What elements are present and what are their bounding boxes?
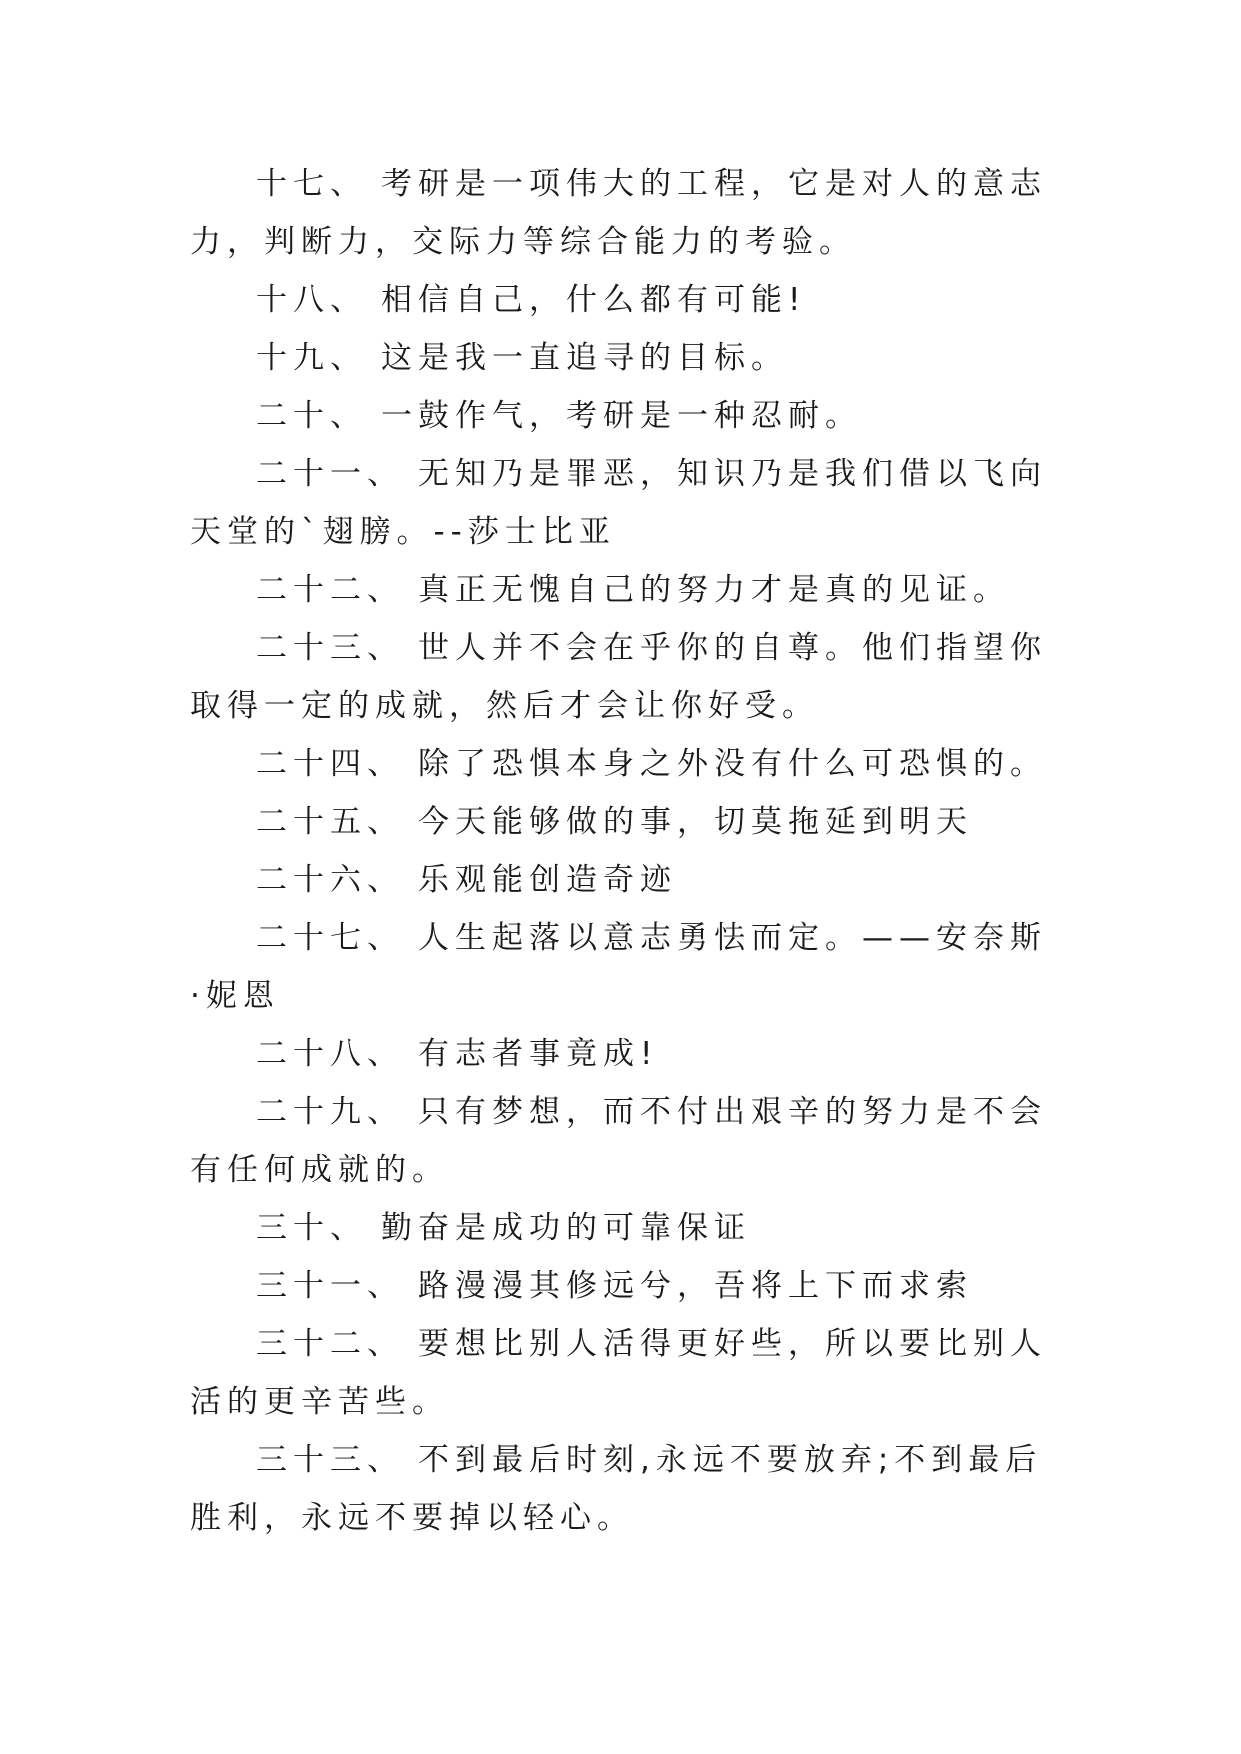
list-item	[190, 387, 1052, 445]
item-text: 除了恐惧本身之外没有什么可恐惧的。	[418, 746, 1047, 782]
list-item	[190, 445, 1052, 561]
item-text: 相信自己，什么都有可能!	[381, 282, 807, 318]
item-number: 二十一、	[256, 456, 404, 492]
list-item	[190, 1025, 1052, 1083]
item-number: 三十一、	[256, 1268, 404, 1304]
item-text: 路漫漫其修远兮，吾将上下而求索	[418, 1268, 973, 1304]
list-item	[190, 1199, 1052, 1257]
item-text: 这是我一直追寻的目标。	[381, 340, 788, 376]
item-text: 勤奋是成功的可靠保证	[381, 1210, 751, 1246]
list-item	[190, 155, 1052, 271]
item-number: 二十七、	[256, 920, 404, 956]
item-number: 十八、	[256, 282, 367, 318]
item-text: 世人并不会在乎你的自尊。他们指望你取得一定的成就，然后才会让你好受。	[190, 630, 1047, 724]
item-number: 十七、	[256, 166, 367, 202]
item-number: 二十、	[256, 398, 367, 434]
list-item	[190, 619, 1052, 735]
document-body	[190, 155, 1052, 1547]
list-item	[190, 793, 1052, 851]
item-text: 考研是一项伟大的工程，它是对人的意志力，判断力，交际力等综合能力的考验。	[190, 166, 1047, 260]
item-text: 无知乃是罪恶，知识乃是我们借以飞向天堂的`翅膀。--莎士比亚	[190, 456, 1047, 550]
list-item	[190, 271, 1052, 329]
item-number: 二十六、	[256, 862, 404, 898]
item-number: 二十四、	[256, 746, 404, 782]
item-text: 有志者事竟成!	[418, 1036, 659, 1072]
item-number: 十九、	[256, 340, 367, 376]
item-text: 要想比别人活得更好些，所以要比别人活的更辛苦些。	[190, 1326, 1047, 1420]
item-text: 不到最后时刻,永远不要放弃;不到最后胜利，永远不要掉以轻心。	[190, 1442, 1043, 1536]
item-text: 乐观能创造奇迹	[418, 862, 677, 898]
item-text: 人生起落以意志勇怯而定。——安奈斯·妮恩	[190, 920, 1047, 1014]
item-number: 二十三、	[256, 630, 404, 666]
item-text: 今天能够做的事，切莫拖延到明天	[418, 804, 973, 840]
list-item	[190, 329, 1052, 387]
item-text: 真正无愧自己的努力才是真的见证。	[418, 572, 1010, 608]
item-number: 二十二、	[256, 572, 404, 608]
list-item	[190, 561, 1052, 619]
list-item	[190, 909, 1052, 1025]
item-number: 三十三、	[256, 1442, 404, 1478]
list-item	[190, 1431, 1052, 1547]
list-item	[190, 1257, 1052, 1315]
list-item	[190, 1083, 1052, 1199]
item-number: 二十九、	[256, 1094, 404, 1130]
item-text: 一鼓作气，考研是一种忍耐。	[381, 398, 862, 434]
item-number: 三十、	[256, 1210, 367, 1246]
list-item	[190, 1315, 1052, 1431]
list-item	[190, 851, 1052, 909]
item-number: 三十二、	[256, 1326, 404, 1362]
item-number: 二十五、	[256, 804, 404, 840]
list-item	[190, 735, 1052, 793]
item-text: 只有梦想，而不付出艰辛的努力是不会有任何成就的。	[190, 1094, 1047, 1188]
item-number: 二十八、	[256, 1036, 404, 1072]
